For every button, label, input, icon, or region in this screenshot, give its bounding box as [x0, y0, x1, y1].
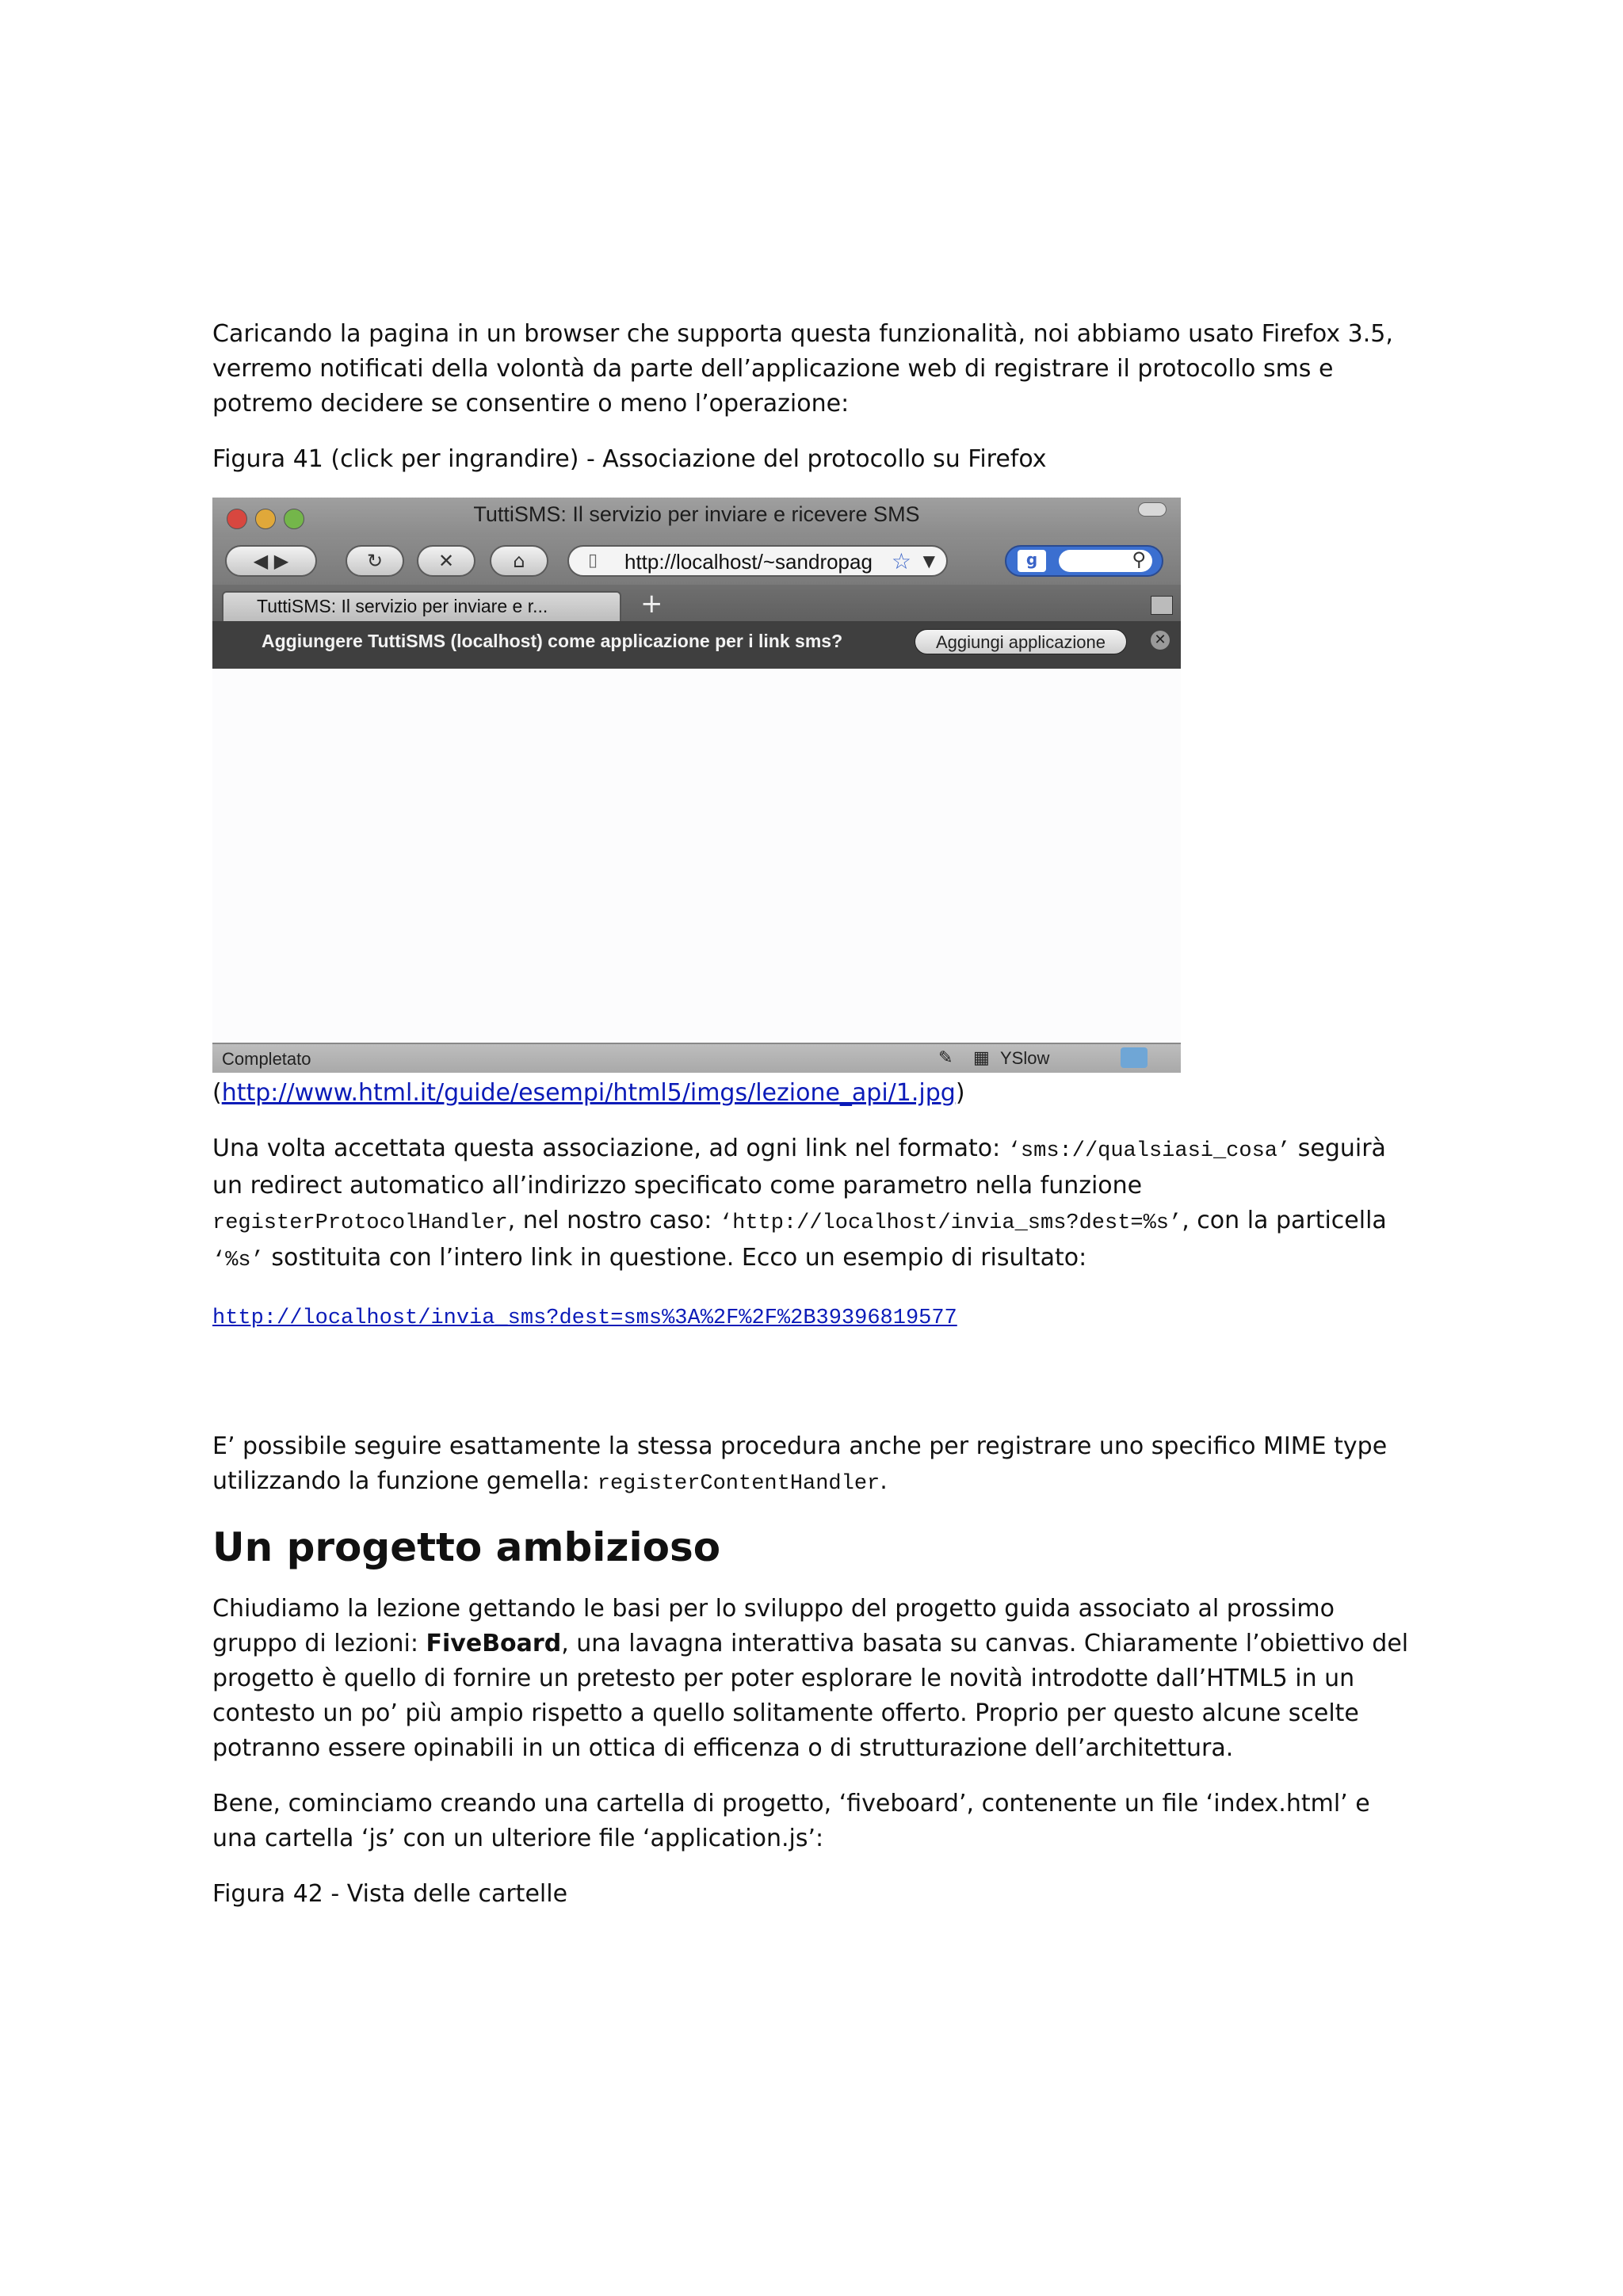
url-text: http://localhost/~sandropag [624, 550, 873, 574]
code-register-content-handler: registerContentHandler [597, 1472, 880, 1496]
link-open-paren: ( [212, 1079, 222, 1107]
new-tab-icon[interactable]: + [640, 588, 663, 620]
project-paragraph: Chiudiamo la lezione gettando le basi per lo sviluppo del progetto guida associato al prossimo gruppo di lezioni: FiveBoard, una lavagna interattiva basata su canvas. Chiaramente l’obiettivo del progetto è quello di fornire un pretesto per poter esplorare le novità introdotte dall’HTML5 in un contesto un po’ più ampio rispetto a quello solitamente offerto. Proprio per questo alcune scelte potranno essere opinabili in un ottica di efficenza o di strutturazione dell’architettura. [212, 1595, 1409, 1762]
window-title-bar [212, 498, 1181, 537]
search-box[interactable] [1005, 545, 1163, 577]
status-bar [212, 1043, 1181, 1073]
figure-42-caption: Figura 42 - Vista delle cartelle [212, 1880, 568, 1908]
status-text: Completato [222, 1049, 311, 1069]
reload-button[interactable]: ↻ [346, 545, 404, 577]
folders-paragraph: Bene, cominciamo creando una cartella di progetto, ‘fiveboard’, contenente un file ‘index.html’ e una cartella ‘js’ con un ulteriore file ‘application.js’: [212, 1790, 1370, 1852]
code-sms-format: ‘sms://qualsiasi_cosa’ [1007, 1139, 1291, 1163]
tab-list-icon[interactable] [1151, 596, 1173, 615]
section-heading: Un progetto ambizioso [212, 1524, 721, 1570]
google-icon: g [1018, 550, 1046, 572]
notification-text: Aggiungere TuttiSMS (localhost) come applicazione per i link sms? [262, 631, 843, 651]
code-register-protocol-handler: registerProtocolHandler [212, 1211, 508, 1235]
intro-paragraph: Caricando la pagina in un browser che supporta questa funzionalità, noi abbiamo usato Firefox 3.5, verremo notificati della volontà da parte dell’applicazione web di registrare il protocollo sms e potremo decidere se consentire o meno l’operazione: [212, 320, 1393, 418]
close-notification-icon[interactable]: ✕ [1151, 631, 1170, 650]
stop-button[interactable]: ✕ [417, 545, 475, 577]
yslow-icon: ▦ [973, 1047, 990, 1067]
firefox-screenshot [212, 498, 1181, 1073]
figure-41-link[interactable]: http://www.html.it/guide/esempi/html5/imgs/lezione_api/1.jpg [221, 1079, 956, 1107]
add-application-button[interactable]: Aggiungi applicazione [915, 629, 1127, 654]
example-result-link[interactable]: http://localhost/invia_sms?dest=sms%3A%2F%2F%2B39396819577 [212, 1306, 957, 1330]
browser-tab[interactable]: TuttiSMS: Il servizio per inviare e r... [222, 591, 621, 621]
home-button[interactable]: ⌂ [490, 545, 548, 577]
figure-41-link-line [212, 1076, 1411, 1111]
dropdown-arrow-icon[interactable]: ▼ [922, 551, 935, 570]
notification-bar [212, 621, 1181, 669]
yslow-label: YSlow [1000, 1048, 1050, 1068]
code-placeholder: ‘%s’ [212, 1249, 264, 1272]
search-icon: ⚲ [1132, 548, 1146, 570]
addon-icon: ✎ [938, 1047, 953, 1067]
document-page [212, 317, 1411, 1912]
figure-41-caption: Figura 41 (click per ingrandire) - Associazione del protocollo su Firefox [212, 445, 1047, 473]
fiveboard-bold: FiveBoard [426, 1630, 562, 1657]
page-icon: ▯ [588, 551, 598, 570]
association-paragraph: Una volta accettata questa associazione, ad ogni link nel formato: ‘sms://qualsiasi_cosa’ seguirà un redirect automatico all’indirizzo specificato come parametro nella funzione registerProtocolHandler, nel nostro caso: ‘http://localhost/invia_sms?dest=%s’, con la particella ‘%s’ sostituita con l’intero link in questione. Ecco un esempio di risultato: [212, 1135, 1387, 1272]
code-handler-url: ‘http://localhost/invia_sms?dest=%s’ [719, 1211, 1182, 1235]
back-forward-buttons[interactable]: ◀ ▶ [225, 545, 317, 577]
url-bar[interactable] [567, 545, 948, 577]
status-addon-icon [1121, 1047, 1148, 1068]
example-link-line [212, 1299, 1411, 1336]
link-close-paren: ) [955, 1079, 965, 1107]
toolbar-toggle-icon [1138, 502, 1167, 517]
bookmark-star-icon[interactable]: ☆ [891, 548, 911, 574]
window-title: TuttiSMS: Il servizio per inviare e ricevere SMS [473, 502, 920, 526]
mime-paragraph: E’ possibile seguire esattamente la stessa procedura anche per registrare uno specifico MIME type utilizzando la funzione gemella: registerContentHandler. [212, 1432, 1388, 1496]
